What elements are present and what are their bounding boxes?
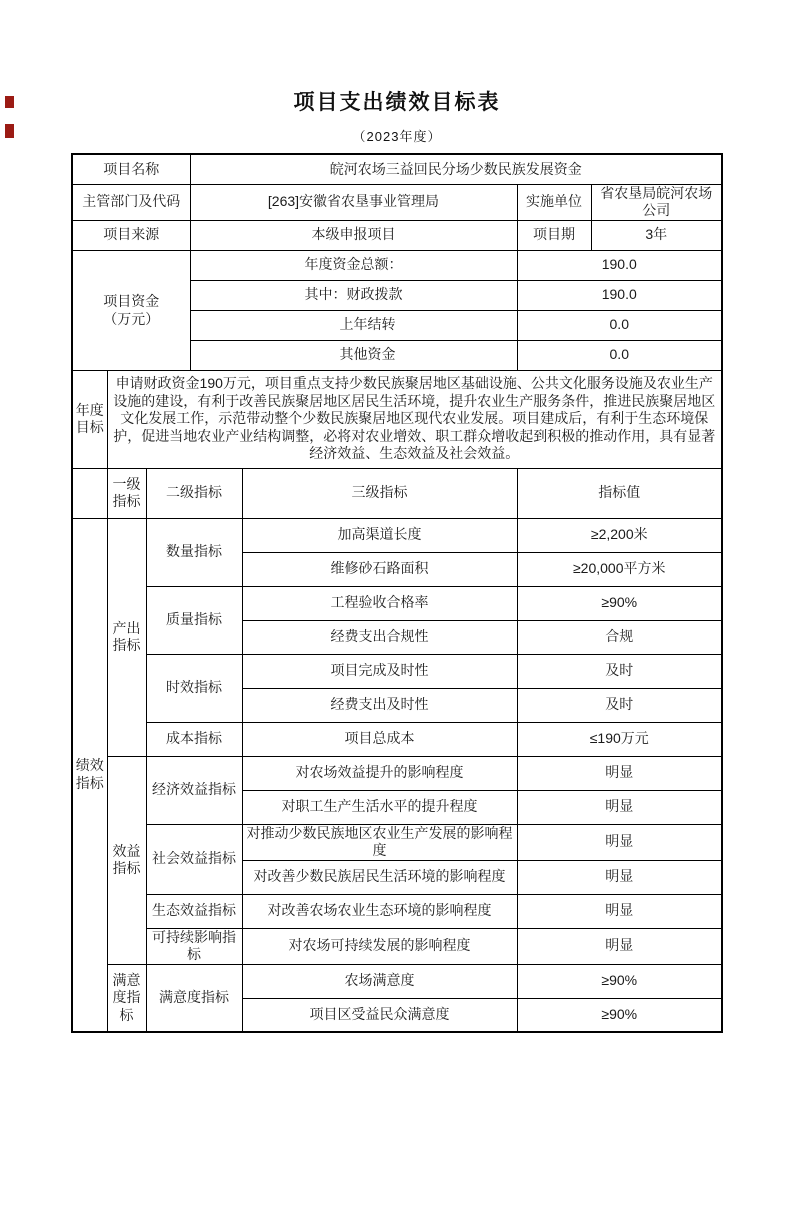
indicator-value: 及时 (517, 654, 722, 688)
header-level2: 二级指标 (146, 468, 242, 518)
fund-row-value: 0.0 (517, 340, 722, 370)
table-row (72, 824, 722, 860)
table-row (72, 518, 722, 552)
table-row (72, 964, 722, 998)
indicator-value: 明显 (517, 894, 722, 928)
project-period-label: 项目期 (517, 220, 591, 250)
table-row (72, 370, 722, 468)
fund-row-value: 190.0 (517, 280, 722, 310)
level2-group-label: 时效指标 (146, 654, 242, 722)
indicator-value: 明显 (517, 756, 722, 790)
table-row (72, 468, 722, 518)
level3-indicator: 对职工生产生活水平的提升程度 (242, 790, 517, 824)
table-row (72, 654, 722, 688)
impl-unit-value: 省农垦局皖河农场公司 (591, 184, 722, 220)
project-source-value: 本级申报项目 (190, 220, 517, 250)
level2-group-label: 生态效益指标 (146, 894, 242, 928)
perf-side-label: 绩效指标 (72, 518, 107, 1032)
level2-group-label: 可持续影响指标 (146, 928, 242, 964)
level3-indicator: 维修砂石路面积 (242, 552, 517, 586)
table-row (72, 250, 722, 280)
indicator-value: 明显 (517, 790, 722, 824)
fund-section-label (72, 250, 190, 370)
level3-indicator: 项目总成本 (242, 722, 517, 756)
department-label: 主管部门及代码 (72, 184, 190, 220)
level2-group-label: 经济效益指标 (146, 756, 242, 824)
table-row (72, 894, 722, 928)
indicator-value: 及时 (517, 688, 722, 722)
level1-group-label: 效益指标 (107, 756, 146, 964)
level2-group-label: 成本指标 (146, 722, 242, 756)
level2-group-label: 满意度指标 (146, 964, 242, 1032)
page-subtitle: （2023年度） (352, 129, 442, 144)
level3-indicator: 工程验收合格率 (242, 586, 517, 620)
header-level1: 一级指标 (107, 468, 146, 518)
table-row (72, 184, 722, 220)
project-name-label: 项目名称 (72, 154, 190, 184)
level3-indicator: 经费支出及时性 (242, 688, 517, 722)
header-value: 指标值 (517, 468, 722, 518)
level3-indicator: 项目区受益民众满意度 (242, 998, 517, 1032)
indicator-value: 明显 (517, 824, 722, 860)
level3-indicator: 对改善农场农业生态环境的影响程度 (242, 894, 517, 928)
indicator-value: ≥20,000平方米 (517, 552, 722, 586)
fund-label-line1: 项目资金 (103, 293, 160, 309)
level2-group-label: 质量指标 (146, 586, 242, 654)
table-row (72, 756, 722, 790)
red-mark-icon (5, 96, 14, 108)
level1-group-label: 产出指标 (107, 518, 146, 756)
level3-indicator: 对农场效益提升的影响程度 (242, 756, 517, 790)
level3-indicator: 加高渠道长度 (242, 518, 517, 552)
table-row (72, 586, 722, 620)
fund-label-line2: （万元） (103, 311, 160, 327)
level3-indicator: 对农场可持续发展的影响程度 (242, 928, 517, 964)
indicator-value: ≥90% (517, 586, 722, 620)
table-row (72, 220, 722, 250)
department-value: [263]安徽省农垦事业管理局 (190, 184, 517, 220)
indicator-value: 明显 (517, 928, 722, 964)
level2-group-label: 数量指标 (146, 518, 242, 586)
level3-indicator: 农场满意度 (242, 964, 517, 998)
header-level3: 三级指标 (242, 468, 517, 518)
performance-target-table (71, 153, 723, 1033)
level3-indicator: 对改善少数民族居民生活环境的影响程度 (242, 860, 517, 894)
level2-group-label: 社会效益指标 (146, 824, 242, 894)
table-row (72, 722, 722, 756)
project-period-value: 3年 (591, 220, 722, 250)
indicator-value: 合规 (517, 620, 722, 654)
fund-row-name: 其中：财政拨款 (190, 280, 517, 310)
level3-indicator: 项目完成及时性 (242, 654, 517, 688)
project-source-label: 项目来源 (72, 220, 190, 250)
indicator-value: 明显 (517, 860, 722, 894)
fund-row-value: 0.0 (517, 310, 722, 340)
fund-row-value: 190.0 (517, 250, 722, 280)
impl-unit-label: 实施单位 (517, 184, 591, 220)
indicator-value: ≥2,200米 (517, 518, 722, 552)
indicator-value: ≤190万元 (517, 722, 722, 756)
project-name-value: 皖河农场三益回民分场少数民族发展资金 (190, 154, 722, 184)
table-row (72, 928, 722, 964)
table-row (72, 154, 722, 184)
indicator-value: ≥90% (517, 998, 722, 1032)
annual-goal-text: 申请财政资金190万元，项目重点支持少数民族聚居地区基础设施、公共文化服务设施及农业生产设施的建设，有利于改善民族聚居地区居民生活环境，提升农业生产服务条件，推进民族聚居地区文化发展工作，示范带动整个少数民族聚居地区现代农业发展。项目建成后，有利于生态环境保护，促进当地农业产业结构调整，必将对农业增效、职工群众增收起到积极的推动作用，具有显著经济效益、生态效益及社会效益。 (107, 370, 722, 468)
red-mark-icon (5, 124, 14, 138)
page-title: 项目支出绩效目标表 (293, 91, 501, 114)
fund-row-name: 年度资金总额： (190, 250, 517, 280)
fund-row-name: 上年结转 (190, 310, 517, 340)
header-empty-cell (72, 468, 107, 518)
fund-row-name: 其他资金 (190, 340, 517, 370)
level3-indicator: 对推动少数民族地区农业生产发展的影响程度 (242, 824, 517, 860)
level1-group-label: 满意度指标 (107, 964, 146, 1032)
annual-goal-label: 年度目标 (72, 370, 107, 468)
level3-indicator: 经费支出合规性 (242, 620, 517, 654)
indicator-value: ≥90% (517, 964, 722, 998)
